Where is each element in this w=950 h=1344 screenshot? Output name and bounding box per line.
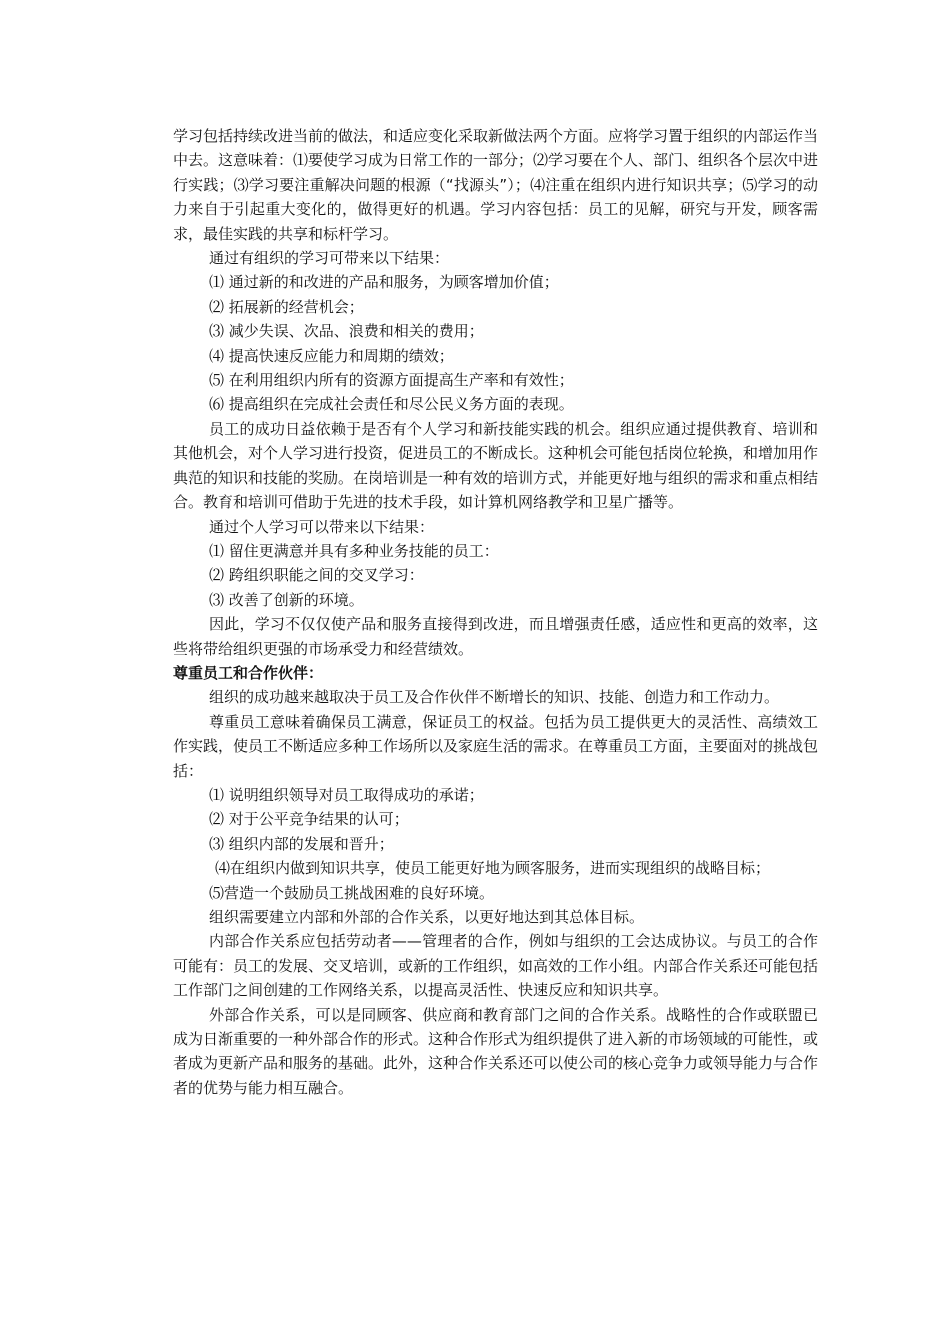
list-item: ⑵ 对于公平竞争结果的认可；: [209, 810, 409, 829]
paragraph-learning-intro: 学习包括持续改进当前的做法，和适应变化采取新做法两个方面。应将学习置于组织的内部运作当中去。这意味着：⑴要使学习成为日常工作的一部分；⑵学习要在个人、部门、组织各个层次中进行实践；⑶学习要注重解决问题的根源（“找源头”）；⑷注重在组织内进行知识共享；⑸学习的动力来自于引起重大变化的，做得更好的机遇。学习内容包括：员工的见解，研究与开发，顾客需求，最佳实践的共享和标杆学习。: [173, 127, 819, 243]
list-item: ⑷在组织内做到知识共享，使员工能更好地为顾客服务，进而实现组织的战略目标；: [215, 859, 771, 878]
document-page: [173, 124, 818, 1100]
list-item: ⑴ 留住更满意并具有多种业务技能的员工：: [209, 541, 499, 560]
paragraph-internal-partnerships: 内部合作关系应包括劳动者——管理者的合作，例如与组织的工会达成协议。与员工的合作可能有：员工的发展、交叉培训，或新的工作组织，如高效的工作小组。内部合作关系还可能包括工作部门之间创建的工作网络关系，以提高灵活性、快速反应和知识共享。: [173, 932, 819, 1000]
list-item: ⑶ 组织内部的发展和晋升；: [209, 834, 394, 853]
list-item: ⑷ 提高快速反应能力和周期的绩效；: [209, 346, 454, 365]
list-item: ⑶ 减少失误、次品、浪费和相关的费用；: [209, 322, 484, 341]
list-item: ⑵ 拓展新的经营机会；: [209, 297, 364, 316]
paragraph-employee-success: 员工的成功日益依赖于是否有个人学习和新技能实践的机会。组织应通过提供教育、培训和其他机会，对个人学习进行投资，促进员工的不断成长。这种机会可能包括岗位轮换，和增加用作典范的知识和技能的奖励。在岗培训是一种有效的培训方式，并能更好地与组织的需求和重点相结合。教育和培训可借助于先进的技术手段，如计算机网络教学和卫星广播等。: [173, 419, 819, 512]
paragraph-conclusion: 因此，学习不仅仅使产品和服务直接得到改进，而且增强责任感，适应性和更高的效率，这些将带给组织更强的市场承受力和经营绩效。: [173, 615, 818, 658]
section-heading: 尊重员工和合作伙伴：: [173, 663, 324, 682]
list-item: ⑴ 通过新的和改进的产品和服务，为顾客增加价值；: [209, 273, 559, 292]
paragraph-org-learning-results: 通过有组织的学习可带来以下结果：: [209, 249, 450, 268]
paragraph-external-partnerships: 外部合作关系，可以是同顾客、供应商和教育部门之间的合作关系。战略性的合作或联盟已成为日渐重要的一种外部合作的形式。这种合作形式为组织提供了进入新的市场领域的可能性，或者成为更新产品和服务的基础。此外，这种合作关系还可以使公司的核心竞争力或领导能力与合作者的优势与能力相互融合。: [173, 1005, 819, 1097]
list-item: ⑸ 在利用组织内所有的资源方面提高生产率和有效性；: [209, 371, 574, 390]
paragraph-partnerships: 组织需要建立内部和外部的合作关系，以更好地达到其总体目标。: [209, 908, 645, 926]
paragraph-org-success: 组织的成功越来越取决于员工及合作伙伴不断增长的知识、技能、创造力和工作动力。: [209, 688, 780, 707]
list-item: ⑹ 提高组织在完成社会责任和尽公民义务方面的表现。: [209, 395, 574, 414]
list-item: ⑴ 说明组织领导对员工取得成功的承诺；: [209, 785, 484, 804]
paragraph-personal-learning-results: 通过个人学习可以带来以下结果：: [209, 517, 435, 536]
list-item: ⑵ 跨组织职能之间的交叉学习：: [209, 566, 424, 585]
paragraph-respect-employees: 尊重员工意味着确保员工满意，保证员工的权益。包括为员工提供更大的灵活性、高绩效工作实践，使员工不断适应多种工作场所以及家庭生活的需求。在尊重员工方面，主要面对的挑战包括：: [173, 712, 819, 780]
list-item: ⑶ 改善了创新的环境。: [209, 590, 364, 609]
list-item: ⑸营造一个鼓励员工挑战困难的良好环境。: [209, 883, 495, 902]
